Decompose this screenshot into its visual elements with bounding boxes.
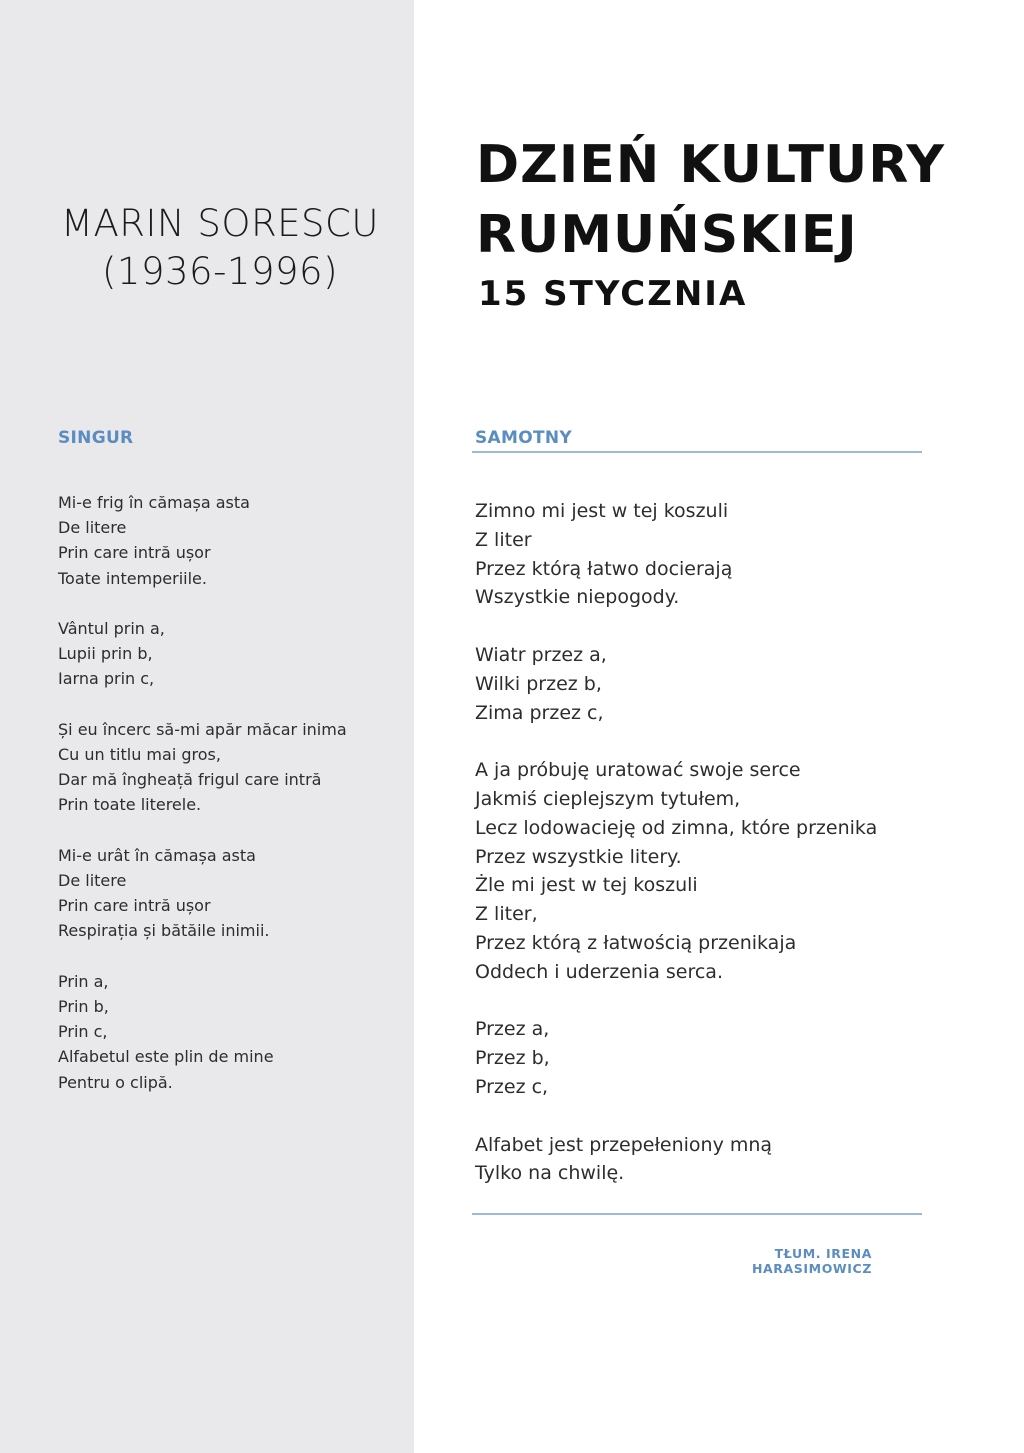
poem-line: Przez którą łatwo docierają: [475, 557, 733, 580]
poem-line: Przez b,: [475, 1047, 550, 1070]
poem-line: Prin c,: [58, 1022, 108, 1042]
poem-line: Alfabetul este plin de mine: [58, 1047, 274, 1067]
poem-line: Przez c,: [475, 1075, 549, 1098]
poem-line: Wiatr przez a,: [475, 643, 607, 666]
poem-line: Cu un titlu mai gros,: [58, 745, 221, 764]
poem-line: Tylko na chwilę.: [475, 1162, 625, 1185]
page-title: [476, 130, 945, 270]
poem-line: Dar mă îngheață frigul care intră: [58, 770, 322, 790]
poem-stanza: [58, 616, 398, 692]
poem-line: Oddech i uderzenia serca.: [475, 960, 723, 983]
poem-line: Przez a,: [475, 1018, 550, 1041]
poem-line: Z liter: [475, 528, 532, 551]
poem-stanza: [475, 1015, 915, 1101]
original-poem: [58, 490, 398, 1095]
poem-line: Prin toate literele.: [58, 795, 202, 815]
poem-line: Prin care intră ușor: [58, 896, 211, 916]
translation-poem: [475, 497, 915, 1188]
poem-line: Prin a,: [58, 971, 109, 991]
poem-line: Jakmiś cieplejszym tytułem,: [475, 787, 741, 810]
poem-line: Mi-e frig în cămașa asta: [58, 493, 250, 512]
poem-line: Pentru o clipă.: [58, 1072, 173, 1092]
poem-line: Și eu încerc să-mi apăr măcar inima: [58, 719, 347, 739]
poem-line: Zima przez c,: [475, 701, 604, 724]
footer-divider: [472, 1213, 922, 1215]
author-years: (1936-1996): [101, 250, 339, 293]
poem-line: De litere: [58, 518, 127, 538]
title-line-1: DZIEŃ KULTURY: [476, 135, 946, 195]
title-line-2: RUMUŃSKIEJ: [476, 205, 858, 265]
poem-stanza: [58, 717, 398, 818]
poem-line: Z liter,: [475, 903, 538, 926]
poem-stanza: [475, 756, 915, 986]
translator-credit: TŁUM. IRENA HARASIMOWICZ: [751, 1246, 872, 1276]
poem-line: Iarna prin c,: [58, 669, 155, 689]
poem-line: Lupii prin b,: [58, 644, 153, 664]
poem-stanza: [475, 497, 915, 612]
poem-line: Przez którą z łatwością przenikaja: [475, 931, 797, 954]
poem-stanza: [475, 641, 915, 727]
original-poem-heading: SINGUR: [58, 428, 134, 448]
poem-line: Mi-e urât în cămașa asta: [58, 845, 256, 865]
poem-line: Respirația și bătăile inimii.: [58, 921, 270, 941]
poem-line: Vântul prin a,: [58, 619, 165, 638]
poem-line: Prin b,: [58, 997, 109, 1016]
poem-stanza: [58, 969, 398, 1095]
author-block: [0, 200, 440, 296]
poem-line: A ja próbuję uratować swoje serce: [475, 759, 801, 782]
poem-stanza: [58, 843, 398, 944]
poem-line: Alfabet jest przepełeniony mną: [475, 1133, 773, 1156]
translation-poem-heading: SAMOTNY: [475, 428, 573, 448]
author-name: MARIN SORESCU: [61, 202, 379, 245]
poem-line: Wszystkie niepogody.: [475, 586, 680, 609]
poem-line: De litere: [58, 871, 127, 890]
poem-line: Wilki przez b,: [475, 672, 602, 695]
heading-divider: [472, 451, 922, 453]
poem-line: Prin care intră ușor: [58, 543, 211, 563]
poem-line: Przez wszystkie litery.: [475, 845, 682, 868]
poem-line: Lecz lodowacieję od zimna, które przenika: [475, 816, 878, 839]
poem-line: Zimno mi jest w tej koszuli: [475, 500, 729, 522]
poem-stanza: [58, 490, 398, 591]
poem-line: Toate intemperiile.: [58, 568, 207, 588]
poem-line: Żle mi jest w tej koszuli: [475, 874, 698, 897]
poem-stanza: [475, 1131, 915, 1189]
event-date: 15 STYCZNIA: [478, 274, 748, 314]
